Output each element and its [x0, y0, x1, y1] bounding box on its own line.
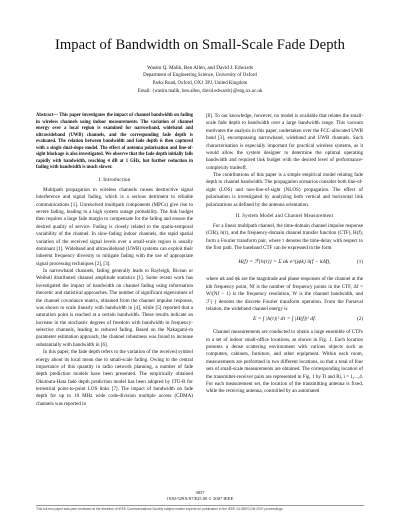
author-list: Wasim Q. Malik, Ben Allen, and David J. Edwards [147, 65, 253, 71]
system-paragraph-1: For a linear multipath channel, the time-domain channel impulse response (CIR), h(τ), and the frequency-domain channel transfer function (CTF), H(f), form a Fourier transform pair, where τ denotes the time-delay with respect to the first path. The baseband CTF can be expressed in the form [206, 222, 363, 251]
system-paragraph-2: where αk and ϕk are the magnitude and phase responses of the channel at the kth frequency point, Nf is the number of frequency points in the CTF, Δf = W/(Nf − 1) is the frequency resolution, W is the channel bandwidth, and ℱ{·} denotes the discrete Fourier transform operation. From the Parseval relation, the wideband channel energy is [206, 276, 363, 312]
intro-paragraph-1: Multipath propagation in wireless channels causes destructive signal interference and signal fading, which is a serious detriment to reliable communications [1]. Unresolved multipath components (MPCs) give rise to severe fading, leading to a high system outage probability. The link budget then requires a large fade margin to compensate for the fading and ensure the desired quality of service. Fading is closely related to the spatio-temporal variability of the channel. In slow-fading indoor channels, the rapid spatial variation of the received signal levels over a small-scale region is usually dominant [1]. Wideband and ultrawideband (UWB) systems can exploit their inherent frequency diversity to mitigate fading with the use of appropriate signal processing techniques [2], [3]. [36, 186, 193, 267]
intro-paragraph-2: In narrowband channels, fading generally leads to Rayleigh, Ricean or Weibull distributed channel amplitude statistics [1]. Some recent work has investigated the impact of bandwidth on channel fading using information theoretic and statistical approaches. The number of significant eigenvalues of the channel covariance matrix, obtained from the channel impulse response, was shown to scale linearly with bandwidth in [4], while [5] reported that a saturation point is reached at a certain bandwidth. These results indicate an increase in the stochastic degrees of freedom with bandwidth in frequency-selective channels, leading to reduced fading. Based on the Nakagami-m parameter estimation approach, the channel robustness was found to increase substantially with bandwidth in [6]. [36, 268, 193, 348]
affiliation-dept: Department of Engineering Science, University of Oxford [143, 73, 257, 78]
equation-2-number: (2) [357, 316, 363, 323]
affiliation-email: Email: {wasim.malik, ben.allen, david.edwards}@eng.ox.ac.uk [137, 89, 263, 94]
system-paragraph-3: Channel measurements are conducted to obtain a large ensemble of CTFs in a set of indoor small-office locations, as shown in Fig. 1. Each location presents a dense scattering environment with various objects such as computers, cabinets, furniture, and other equipment. Within each room, measurements are performed in two different locations, so that a total of four sets of small-scale measurements are obtained. The corresponding location of the transmitter-receiver pairs are represented in Fig. 1 by Ti and Ri, i = 1,...,4. For each measurement set, the location of the transmitting antenna is fixed, while the receiving antenna, controlled by an automated [206, 329, 363, 395]
section-heading-intro: I. Introduction [98, 177, 131, 183]
section-heading-system: II. System Model and Channel Measurement [235, 213, 334, 219]
equation-2 [206, 313, 363, 329]
footer-divider [36, 505, 364, 506]
right-column [206, 113, 363, 396]
affiliation-address: Parks Road, Oxford, OX1 3PJ, United Kingdom [152, 81, 248, 86]
intro-paragraph-4: [8]. To our knowledge, however, no model is available that relates the small-scale fade depth to bandwidth over a large bandwidth range. This vacuum motivates the analysis in this paper, undertaken over the FCC-allocated UWB band [3], encompassing narrowband, wideband and UWB channels. Such characterisation is especially important for practical wireless systems, as it would allow the system designer to determine the optimal operating bandwidth and required link budget with the desired level of performance-complexity tradeoff. [206, 113, 363, 171]
intro-paragraph-3: In this paper, the fade depth refers to the variation of the received symbol energy about its local mean due to small-scale fading. Owing to the central importance of this quantity in radio network planning, a number of fade depth prediction models have been presented. The empirically obtained Okumura-Hata fade depth prediction model has been adopted by ITU-R for terrestrial point-to-point LOS links [7]. The impact of bandwidth on fade depth for up to 10 MHz wide code-division multiple access (CDMA) channels was reported in [36, 349, 193, 407]
contributions-paragraph: The contributions of this paper is a simple empirical model relating fade depth to channel bandwidth. The propagation scenarios consider both line-of-sight (LOS) and non-line-of-sight (NLOS) propagation. The effect of polarisation is investigated by analyzing both vertical and horizontal link polarizations as defined by the antenna orientation. [206, 172, 363, 208]
equation-1 [206, 252, 363, 276]
page-number: 3837 [195, 490, 205, 495]
equation-1-number: (1) [357, 259, 363, 266]
issn-line: 1930-529X/07/$25.00 © 2007 IEEE [166, 496, 234, 501]
paper-title: Impact of Bandwidth on Small-Scale Fade Depth [54, 37, 345, 53]
abstract: Abstract— This paper investigates the impact of channel bandwidth on fading in wireless channels using indoor measurements. The variation of channel energy over a local region is examined for narrowband, wideband and ultrawideband (UWB) channels, and the corresponding fade depth is evaluated. The relation between bandwidth and fade depth is then captured with a single dual-slope model. The effect of antenna polarisation and line-of-sight blockage is also investigated. We observe that the fade depth initially falls rapidly with bandwidth, reaching 4 dB at 1 GHz, but further reduction in fading with bandwidth is much slower. [36, 113, 193, 171]
left-column [36, 113, 193, 408]
equation-2-body: E = ∫ |h(τ)|² dτ = ∫ |H(f)|² df. [252, 316, 317, 323]
license-note: This full text paper was peer reviewed at the direction of IEEE Communications Society subject matter experts for publication in the IEEE GLOBECOM 2007 proceedings. [36, 507, 284, 511]
equation-1-body: H(f) = ℱ{h(τ)} = Σ αk e^{jϕk} δ(f − kΔf), [238, 259, 331, 266]
